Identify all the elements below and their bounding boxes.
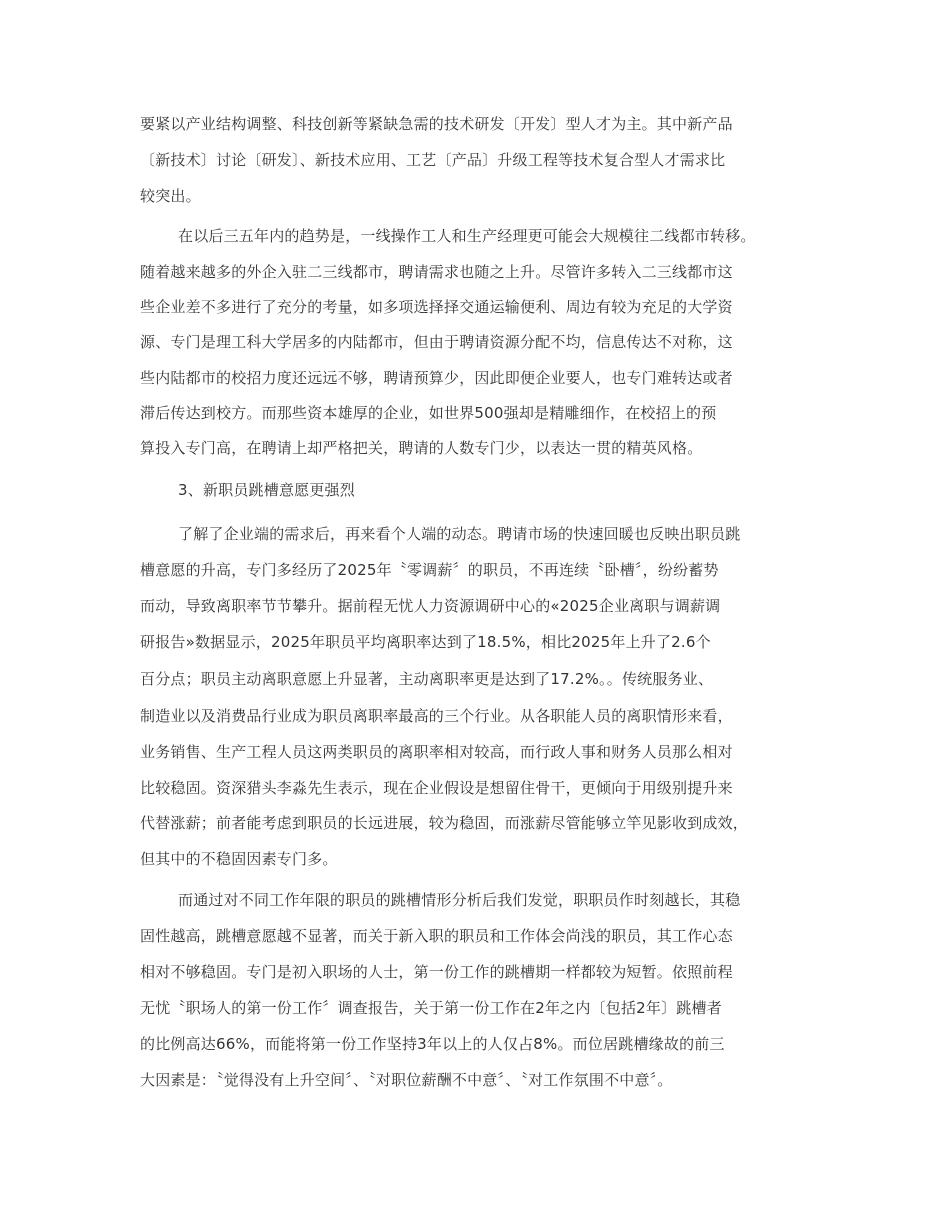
paragraph-line: 了解了企业端的需求后，再来看个人端的动态。聘请市场的快速回暖也反映出职员跳 — [178, 525, 741, 543]
paragraph-line: 而通过对不同工作年限的职员的跳槽情形分析后我们发觉，职职员作时刻越长，其稳 — [178, 891, 741, 909]
paragraph-line: 槽意愿的升高，专门多经历了2025年〝零调薪〞的职员，不再连续〝卧槽〞，纷纷蓄势 — [140, 561, 719, 579]
paragraph-line: 算投入专门高，在聘请上却严格把关，聘请的人数专门少，以表达一贯的精英风格。 — [140, 439, 703, 457]
paragraph-line: 研报告»数据显示，2025年职员平均离职率达到了18.5%，相比2025年上升了2.6个 — [140, 633, 711, 651]
paragraph-line: 比较稳固。资深猎头李淼先生表示，现在企业假设是想留住骨干，更倾向于用级别提升来 — [140, 779, 733, 797]
paragraph-line: 但其中的不稳固因素专门多。 — [140, 850, 338, 868]
paragraph-line: 业务销售、生产工程人员这两类职员的离职率相对较高，而行政人事和财务人员那么相对 — [140, 743, 733, 761]
paragraph-line: 些企业差不多进行了充分的考量，如多项选择择交通运输便利、周边有较为充足的大学资 — [140, 298, 733, 316]
paragraph-line: 源、专门是理工科大学居多的内陆都市，但由于聘请资源分配不均，信息传达不对称，这 — [140, 333, 733, 351]
paragraph-line: 要紧以产业结构调整、科技创新等紧缺急需的技术研发〔开发〕型人才为主。其中新产品 — [140, 115, 733, 133]
paragraph-line: 在以后三五年内的趋势是，一线操作工人和生产经理更可能会大规模往二线都市转移。 — [178, 227, 756, 245]
paragraph-line: 代替涨薪；前者能考虑到职员的长远进展，较为稳固，而涨薪尽管能够立竿见影收到成效， — [140, 814, 749, 832]
paragraph-line: 较突出。 — [140, 187, 201, 205]
paragraph-line: 百分点；职员主动离职意愿上升显著，主动离职率更是达到了17.2%。。传统服务业、 — [140, 670, 714, 688]
paragraph-line: 滞后传达到校方。而那些资本雄厚的企业，如世界500强却是精雕细作，在校招上的预 — [140, 404, 717, 422]
section-heading: 3、新职员跳槽意愿更强烈 — [178, 481, 355, 499]
paragraph-line: 而动，导致离职率节节攀升。据前程无忧人力资源调研中心的«2025企业离职与调薪调 — [140, 597, 721, 615]
paragraph-line: 固性越高，跳槽意愿越不显著，而关于新入职的职员和工作体会尚浅的职员，其工作心态 — [140, 927, 733, 945]
paragraph-line: 随着越来越多的外企入驻二三线都市，聘请需求也随之上升。尽管许多转入二三线都市这 — [140, 263, 733, 281]
paragraph-line: 〔新技术〕讨论〔研发〕、新技术应用、工艺〔产品〕升级工程等技术复合型人才需求比 — [140, 151, 726, 169]
paragraph-line: 无忧〝职场人的第一份工作〞调查报告，关于第一份工作在2年之内〔包括2年〕跳槽者 — [140, 999, 722, 1017]
paragraph-line: 大因素是：〝觉得没有上升空间〞、〝对职位薪酬不中意〞、〝对工作氛围不中意〞。 — [140, 1071, 673, 1089]
paragraph-line: 些内陆都市的校招力度还远远不够，聘请预算少，因此即便企业要人，也专门难转达或者 — [140, 369, 733, 387]
paragraph-line: 制造业以及消费品行业成为职员离职率最高的三个行业。从各职能人员的离职情形来看， — [140, 707, 733, 725]
paragraph-line: 的比例高达66%，而能将第一份工作坚持3年以上的人仅占8%。而位居跳槽缘故的前三 — [140, 1035, 725, 1053]
paragraph-line: 相对不够稳固。专门是初入职场的人士，第一份工作的跳槽期一样都较为短暂。依照前程 — [140, 963, 733, 981]
